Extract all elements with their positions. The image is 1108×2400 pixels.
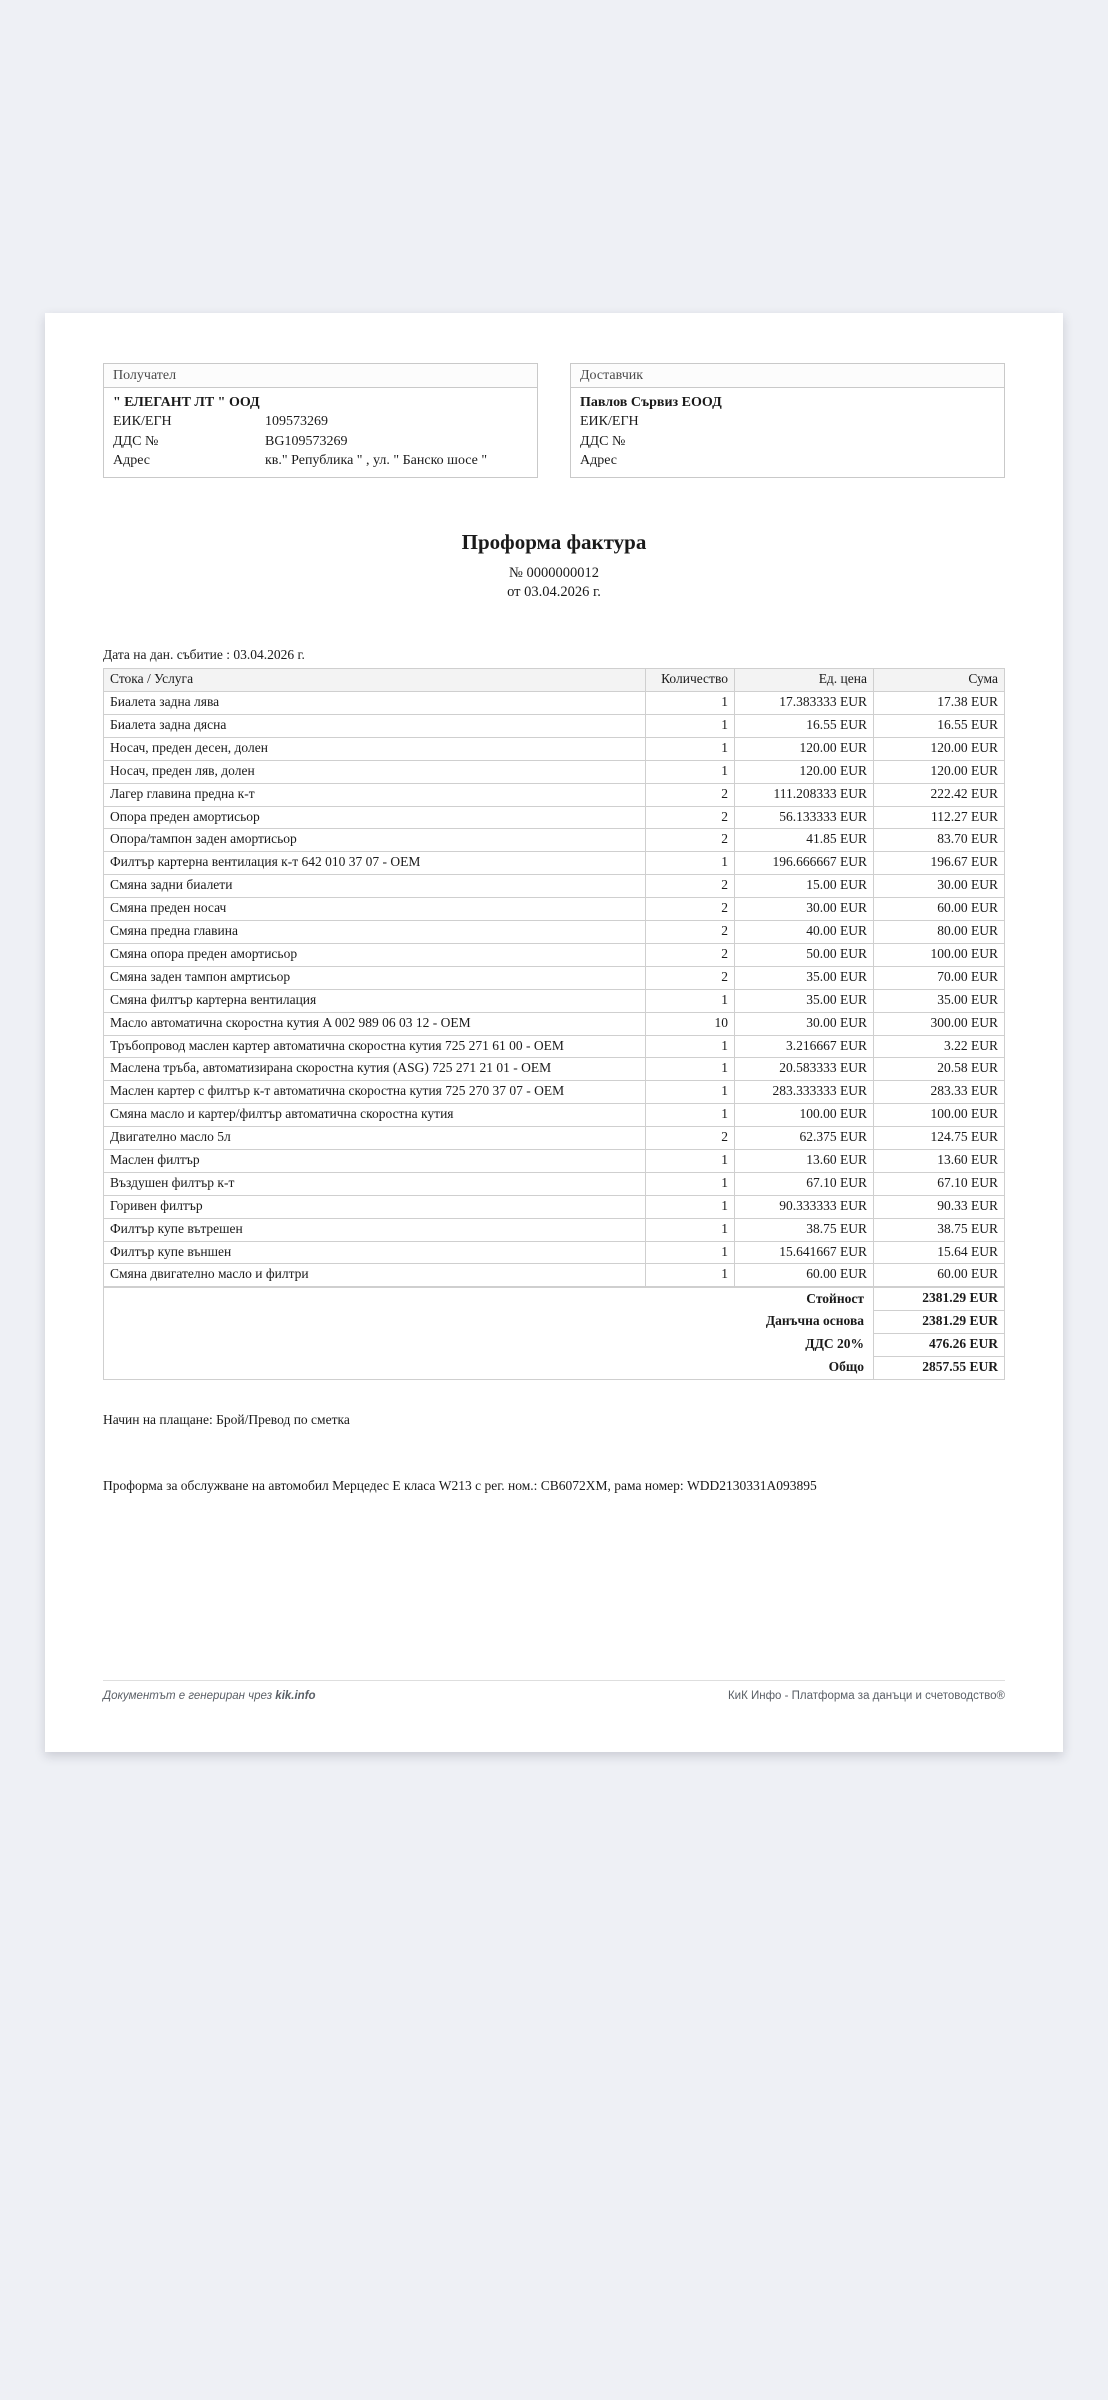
table-row: [104, 1012, 1005, 1035]
item-quantity: 1: [646, 852, 735, 875]
item-name: Маслена тръба, автоматизирана скоростна кутия (ASG) 725 271 21 01 - OEM: [104, 1058, 646, 1081]
document-date: от 03.04.2026 г.: [507, 584, 601, 601]
item-sum: 283.33 EUR: [874, 1081, 1005, 1104]
item-unit-price: 35.00 EUR: [735, 989, 874, 1012]
parties-section: [103, 363, 1005, 478]
item-unit-price: 30.00 EUR: [735, 1012, 874, 1035]
item-sum: 196.67 EUR: [874, 852, 1005, 875]
item-sum: 30.00 EUR: [874, 875, 1005, 898]
item-sum: 222.42 EUR: [874, 783, 1005, 806]
party-field-value: BG109573269: [265, 433, 348, 449]
party-field-label: ЕИК/ЕГН: [580, 414, 639, 430]
item-sum: 120.00 EUR: [874, 760, 1005, 783]
item-unit-price: 62.375 EUR: [735, 1127, 874, 1150]
party-field-value: [732, 412, 995, 431]
document-number: № 0000000012: [509, 565, 599, 582]
party-field-label: ЕИК/ЕГН: [113, 414, 172, 430]
item-name: Смяна филтър картерна вентилация: [104, 989, 646, 1012]
totals-value: 2381.29 EUR: [874, 1311, 1005, 1334]
item-name: Филтър купе вътрешен: [104, 1218, 646, 1241]
item-quantity: 1: [646, 715, 735, 738]
item-name: Филтър картерна вентилация к-т 642 010 37 07 - OEM: [104, 852, 646, 875]
tax-event-date-line: Дата на дан. събитие : 03.04.2026 г.: [103, 647, 305, 663]
item-quantity: 2: [646, 966, 735, 989]
item-quantity: 1: [646, 692, 735, 715]
party-field-label: Адрес: [580, 452, 618, 468]
party-field-value: 109573269: [265, 414, 328, 430]
table-row: [104, 1195, 1005, 1218]
item-name: Смяна заден тампон амртисьор: [104, 966, 646, 989]
item-unit-price: 30.00 EUR: [735, 898, 874, 921]
table-row: [104, 783, 1005, 806]
item-unit-price: 60.00 EUR: [735, 1264, 874, 1287]
party-field-value: [732, 451, 995, 470]
invoice-page: [45, 313, 1063, 1752]
party-field-value: кв." Република " , ул. " Банско шосе ": [265, 452, 488, 468]
supplier-box: [570, 363, 1005, 478]
footer-platform-credit: КиК Инфо - Платформа за данъци и счетоводство®: [727, 1690, 1005, 1702]
table-row: [104, 1058, 1005, 1081]
item-quantity: 1: [646, 760, 735, 783]
totals-table: [103, 1287, 1005, 1380]
item-sum: 112.27 EUR: [874, 806, 1005, 829]
party-field-row: [113, 432, 528, 451]
item-quantity: 2: [646, 806, 735, 829]
item-name: Биалета задна дясна: [104, 715, 646, 738]
recipient-fields: [113, 412, 528, 470]
party-field-row: [580, 451, 995, 470]
item-quantity: 2: [646, 943, 735, 966]
table-row: [104, 875, 1005, 898]
item-quantity: 1: [646, 1218, 735, 1241]
party-field-label: ДДС №: [113, 433, 159, 449]
item-sum: 300.00 EUR: [874, 1012, 1005, 1035]
item-unit-price: 90.333333 EUR: [735, 1195, 874, 1218]
item-unit-price: 15.641667 EUR: [735, 1241, 874, 1264]
totals-label: Общо: [104, 1356, 874, 1379]
item-quantity: 1: [646, 1081, 735, 1104]
item-name: Въздушен филтър к-т: [104, 1172, 646, 1195]
footer-generated-prefix: Документът е генериран чрез: [103, 1690, 276, 1702]
item-name: Смяна преден носач: [104, 898, 646, 921]
item-quantity: 2: [646, 829, 735, 852]
table-row: [104, 921, 1005, 944]
item-unit-price: 3.216667 EUR: [735, 1035, 874, 1058]
table-row: [104, 1035, 1005, 1058]
item-unit-price: 15.00 EUR: [735, 875, 874, 898]
item-quantity: 1: [646, 1264, 735, 1287]
totals-row: [104, 1356, 1005, 1379]
title-block: [103, 530, 1005, 601]
item-unit-price: 120.00 EUR: [735, 760, 874, 783]
header-item: Стока / Услуга: [104, 669, 646, 692]
supplier-fields: [580, 412, 995, 470]
recipient-box-body: [104, 388, 537, 477]
item-sum: 15.64 EUR: [874, 1241, 1005, 1264]
item-sum: 35.00 EUR: [874, 989, 1005, 1012]
item-name: Носач, преден десен, долен: [104, 737, 646, 760]
totals-label: Данъчна основа: [104, 1311, 874, 1334]
party-field-row: [580, 412, 995, 431]
table-row: [104, 966, 1005, 989]
item-quantity: 1: [646, 1195, 735, 1218]
item-name: Смяна двигателно масло и филтри: [104, 1264, 646, 1287]
item-name: Тръбопровод маслен картер автоматична скоростна кутия 725 271 61 00 - OEM: [104, 1035, 646, 1058]
item-name: Опора/тампон заден амортисьор: [104, 829, 646, 852]
item-sum: 17.38 EUR: [874, 692, 1005, 715]
item-name: Опора преден амортисьор: [104, 806, 646, 829]
item-sum: 16.55 EUR: [874, 715, 1005, 738]
item-quantity: 1: [646, 1241, 735, 1264]
item-quantity: 1: [646, 1058, 735, 1081]
item-sum: 60.00 EUR: [874, 898, 1005, 921]
supplier-box-label: Доставчик: [571, 364, 1004, 388]
table-row: [104, 715, 1005, 738]
totals-value: 476.26 EUR: [874, 1334, 1005, 1357]
party-field-value: [732, 432, 995, 451]
document-title: Проформа фактура: [461, 530, 647, 555]
item-name: Филтър купе външен: [104, 1241, 646, 1264]
item-unit-price: 16.55 EUR: [735, 715, 874, 738]
payment-method-line: Начин на плащане: Брой/Превод по сметка: [103, 1411, 350, 1427]
item-unit-price: 100.00 EUR: [735, 1104, 874, 1127]
totals-value: 2381.29 EUR: [874, 1288, 1005, 1311]
table-row: [104, 806, 1005, 829]
item-name: Масло автоматична скоростна кутия A 002 989 06 03 12 - OEM: [104, 1012, 646, 1035]
recipient-box-label: Получател: [104, 364, 537, 388]
table-row: [104, 989, 1005, 1012]
totals-label: Стойност: [104, 1288, 874, 1311]
item-unit-price: 35.00 EUR: [735, 966, 874, 989]
item-unit-price: 111.208333 EUR: [735, 783, 874, 806]
item-unit-price: 196.666667 EUR: [735, 852, 874, 875]
item-name: Смяна предна главина: [104, 921, 646, 944]
header-unit-price: Ед. цена: [735, 669, 874, 692]
item-quantity: 1: [646, 1104, 735, 1127]
table-row: [104, 1081, 1005, 1104]
item-unit-price: 40.00 EUR: [735, 921, 874, 944]
item-sum: 70.00 EUR: [874, 966, 1005, 989]
table-row: [104, 1241, 1005, 1264]
totals-value: 2857.55 EUR: [874, 1356, 1005, 1379]
items-table-head: [104, 669, 1005, 692]
item-unit-price: 20.583333 EUR: [735, 1058, 874, 1081]
item-sum: 13.60 EUR: [874, 1149, 1005, 1172]
footer-brand-link[interactable]: kik.info: [275, 1690, 316, 1702]
table-row: [104, 898, 1005, 921]
table-row: [104, 1218, 1005, 1241]
item-name: Биалета задна лява: [104, 692, 646, 715]
item-quantity: 1: [646, 1149, 735, 1172]
table-row: [104, 943, 1005, 966]
table-row: [104, 852, 1005, 875]
item-name: Двигателно масло 5л: [104, 1127, 646, 1150]
item-sum: 120.00 EUR: [874, 737, 1005, 760]
item-sum: 100.00 EUR: [874, 943, 1005, 966]
item-name: Смяна задни биалети: [104, 875, 646, 898]
table-row: [104, 1172, 1005, 1195]
totals-label: ДДС 20%: [104, 1334, 874, 1357]
item-sum: 20.58 EUR: [874, 1058, 1005, 1081]
item-sum: 3.22 EUR: [874, 1035, 1005, 1058]
item-unit-price: 67.10 EUR: [735, 1172, 874, 1195]
items-header-row: [104, 669, 1005, 692]
item-unit-price: 283.333333 EUR: [735, 1081, 874, 1104]
item-quantity: 2: [646, 875, 735, 898]
item-quantity: 2: [646, 1127, 735, 1150]
item-name: Маслен филтър: [104, 1149, 646, 1172]
item-sum: 80.00 EUR: [874, 921, 1005, 944]
item-sum: 100.00 EUR: [874, 1104, 1005, 1127]
table-row: [104, 692, 1005, 715]
table-row: [104, 737, 1005, 760]
item-unit-price: 13.60 EUR: [735, 1149, 874, 1172]
table-row: [104, 1149, 1005, 1172]
totals-row: [104, 1311, 1005, 1334]
party-field-row: [113, 412, 528, 431]
item-name: Лагер главина предна к-т: [104, 783, 646, 806]
item-unit-price: 41.85 EUR: [735, 829, 874, 852]
table-row: [104, 760, 1005, 783]
item-quantity: 1: [646, 1172, 735, 1195]
item-name: Маслен картер с филтър к-т автоматична скоростна кутия 725 270 37 07 - OEM: [104, 1081, 646, 1104]
item-sum: 90.33 EUR: [874, 1195, 1005, 1218]
item-quantity: 2: [646, 898, 735, 921]
header-sum: Сума: [874, 669, 1005, 692]
footer-generated-by: [103, 1690, 316, 1702]
supplier-box-body: [571, 388, 1004, 477]
item-name: Смяна опора преден амортисьор: [104, 943, 646, 966]
item-sum: 83.70 EUR: [874, 829, 1005, 852]
item-quantity: 10: [646, 1012, 735, 1035]
item-quantity: 2: [646, 783, 735, 806]
party-field-label: ДДС №: [580, 433, 626, 449]
item-sum: 60.00 EUR: [874, 1264, 1005, 1287]
table-row: [104, 1104, 1005, 1127]
items-table-body: [104, 692, 1005, 1287]
item-quantity: 2: [646, 921, 735, 944]
table-row: [104, 1127, 1005, 1150]
item-unit-price: 17.383333 EUR: [735, 692, 874, 715]
party-field-label: Адрес: [113, 452, 151, 468]
item-name: Смяна масло и картер/филтър автоматична скоростна кутия: [104, 1104, 646, 1127]
table-row: [104, 829, 1005, 852]
item-sum: 67.10 EUR: [874, 1172, 1005, 1195]
items-table: [103, 668, 1005, 1287]
item-sum: 38.75 EUR: [874, 1218, 1005, 1241]
totals-row: [104, 1288, 1005, 1311]
recipient-name: " ЕЛЕГАНТ ЛТ " ООД: [113, 395, 260, 410]
item-unit-price: 120.00 EUR: [735, 737, 874, 760]
totals-body: [104, 1288, 1005, 1380]
recipient-box: [103, 363, 538, 478]
item-quantity: 1: [646, 737, 735, 760]
party-field-row: [113, 451, 528, 470]
item-name: Носач, преден ляв, долен: [104, 760, 646, 783]
page-footer: [103, 1680, 1005, 1702]
item-quantity: 1: [646, 1035, 735, 1058]
totals-row: [104, 1334, 1005, 1357]
vehicle-description-line: Проформа за обслужване на автомобил Мерцедес Е класа W213 с рег. ном.: СВ6072ХМ, рама номер: WDD2130331A093895: [103, 1477, 817, 1493]
party-field-row: [580, 432, 995, 451]
item-quantity: 1: [646, 989, 735, 1012]
header-quantity: Количество: [646, 669, 735, 692]
item-name: Горивен филтър: [104, 1195, 646, 1218]
item-unit-price: 56.133333 EUR: [735, 806, 874, 829]
item-sum: 124.75 EUR: [874, 1127, 1005, 1150]
item-unit-price: 50.00 EUR: [735, 943, 874, 966]
item-unit-price: 38.75 EUR: [735, 1218, 874, 1241]
supplier-name: Павлов Сървиз ЕООД: [580, 395, 722, 410]
table-row: [104, 1264, 1005, 1287]
